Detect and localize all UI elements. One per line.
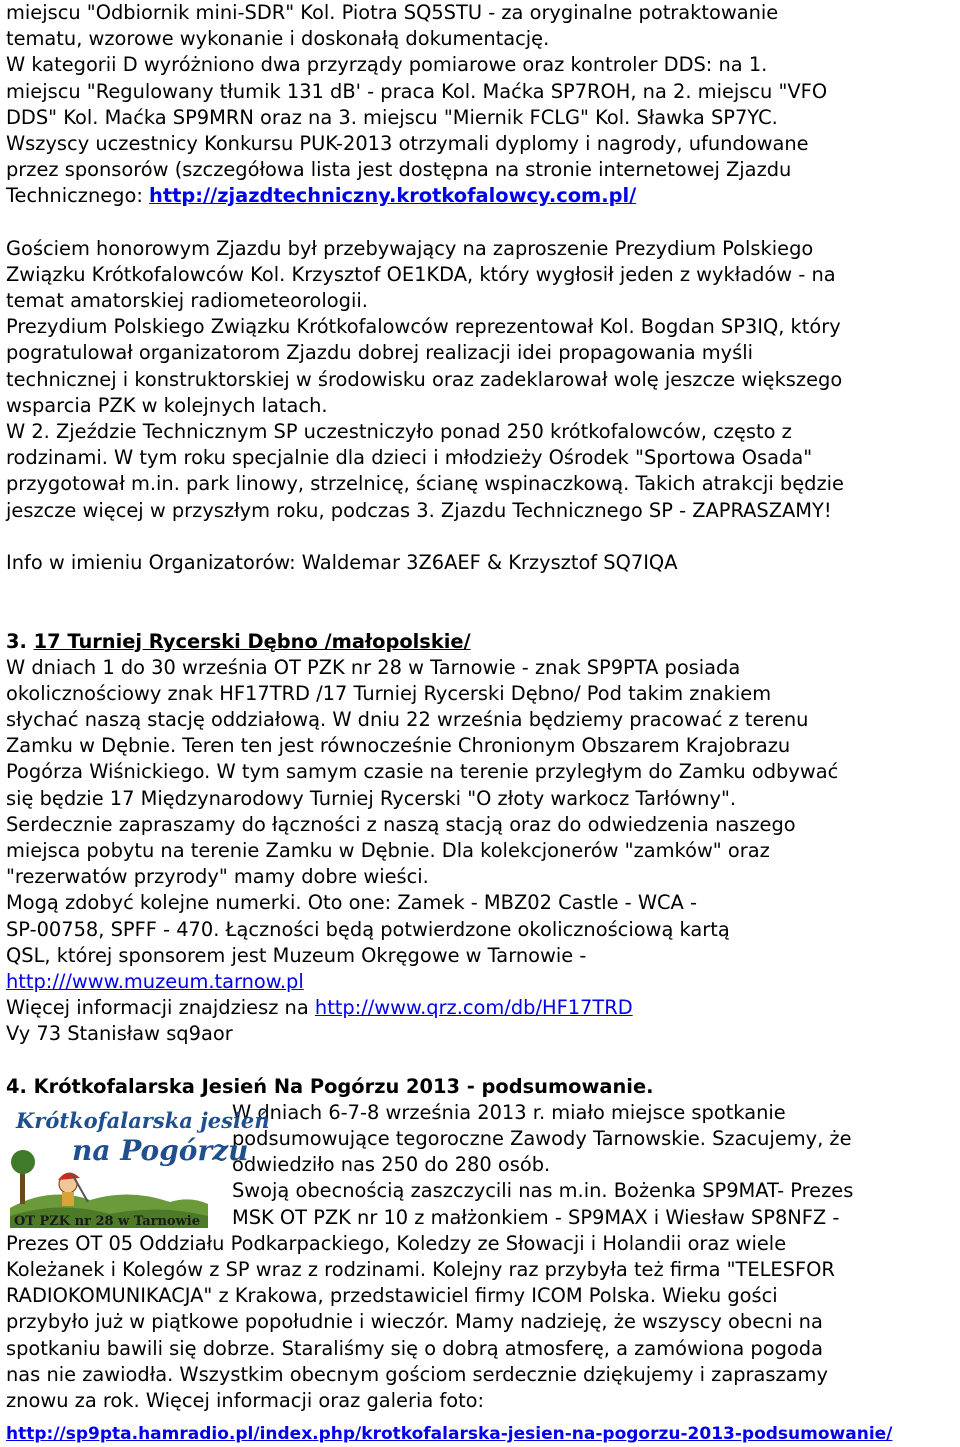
text-line: słychać naszą stację oddziałową. W dniu 22 września będziemy pracować z terenu	[6, 708, 809, 732]
text-line: odwiedziło nas 250 do 280 osób.	[232, 1153, 551, 1177]
text-line: się będzie 17 Międzynarodowy Turniej Rycerski "O złoty warkocz Tarłówny".	[6, 786, 737, 810]
gallery-link-line	[6, 1424, 892, 1444]
text-line: QSL, której sponsorem jest Muzeum Okręgowe w Tarnowie -	[6, 943, 587, 967]
text-line: RADIOKOMUNIKACJA" z Krakowa, przedstawiciel firmy ICOM Polska. Wieku gości	[6, 1284, 778, 1308]
text-line: MSK OT PZK nr 10 z małżonkiem - SP9MAX i Wiesław SP8NFZ -	[232, 1205, 840, 1229]
text-line: Zamku w Dębnie. Teren ten jest równocześnie Chronionym Obszarem Krajobrazu	[6, 734, 791, 758]
text-line: Koleżanek i Kolegów z SP wraz z rodzinami. Kolejny raz przybyła też firma "TELESFOR	[6, 1258, 835, 1282]
text-line: pogratulował organizatorom Zjazdu dobrej realizacji idei propagowania myśli	[6, 341, 754, 365]
text-line: tematu, wzorowe wykonanie i doskonałą dokumentację.	[6, 27, 550, 51]
text-line: W kategorii D wyróżniono dwa przyrządy pomiarowe oraz kontroler DDS: na 1.	[6, 53, 768, 77]
text-line	[6, 995, 956, 1021]
section-heading: 4. Krótkofalarska Jesień Na Pogórzu 2013 - podsumowanie.	[6, 1074, 654, 1098]
section-heading	[6, 629, 956, 655]
logo-title-line1: Krótkofalarska jesień	[16, 1108, 270, 1133]
text-line: Pogórza Wiśnickiego. W tym samym czasie na terenie przyległym do Zamku odbywać	[6, 760, 839, 784]
spacer	[6, 524, 956, 550]
text-line: jeszcze więcej w przyszłym roku, podczas 3. Zjazdu Technicznego SP - ZAPRASZAMY!	[6, 498, 832, 522]
section-number: 3.	[6, 629, 34, 653]
text-line: Gościem honorowym Zjazdu był przebywający na zaproszenie Prezydium Polskiego	[6, 236, 814, 260]
spacer	[6, 210, 956, 236]
text-line: technicznej i konstruktorskiej w środowisku oraz zadeklarował wolę jeszcze większego	[6, 367, 843, 391]
text-line: miejsca pobytu na terenie Zamku w Dębnie. Dla kolekcjonerów "zamków" oraz	[6, 839, 770, 863]
text-line: Prezydium Polskiego Związku Krótkofalowców reprezentował Kol. Bogdan SP3IQ, który	[6, 315, 841, 339]
text-line: spotkaniu bawili się dobrze. Staraliśmy się o dobrą atmosferę, a zamówiona pogoda	[6, 1336, 823, 1360]
spacer	[6, 1048, 956, 1074]
text-line: Mogą zdobyć kolejne numerki. Oto one: Zamek - MBZ02 Castle - WCA -	[6, 891, 697, 915]
text-line: okolicznościowy znak HF17TRD /17 Turniej Rycerski Dębno/ Pod takim znakiem	[6, 681, 772, 705]
text-line: przybyło już w piątkowe popołudnie i wieczór. Mamy nadzieję, że wszyscy obecni na	[6, 1310, 823, 1334]
text-fragment: Technicznego:	[6, 184, 150, 208]
text-line: "rezerwatów przyrody" mamy dobre wieści.	[6, 865, 429, 889]
text-line: przygotował m.in. park linowy, strzelnicę, ścianę wspinaczkową. Takich atrakcji będzie	[6, 472, 844, 496]
text-line: nas nie zawiodła. Wszystkim obecnym gościom serdecznie dziękujemy i zapraszamy	[6, 1362, 828, 1386]
text-line: znowu za rok. Więcej informacji oraz galeria foto:	[6, 1388, 485, 1412]
text-line: rodzinami. W tym roku specjalnie dla dzieci i młodzieży Ośrodek "Sportowa Osada"	[6, 446, 813, 470]
museum-link[interactable]: http:///www.muzeum.tarnow.pl	[6, 969, 304, 993]
spacer	[6, 576, 956, 628]
text-line	[6, 183, 956, 209]
gallery-link[interactable]: http://sp9pta.hamradio.pl/index.php/krotkofalarska-jesien-na-pogorzu-2013-podsumowanie/	[6, 1424, 893, 1444]
text-line: Vy 73 Stanisław sq9aor	[6, 1022, 233, 1046]
text-line: SP-00758, SPFF - 470. Łączności będą potwierdzone okolicznościową kartą	[6, 917, 730, 941]
text-line: temat amatorskiej radiometeorologii.	[6, 289, 368, 313]
text-line: Wszyscy uczestnicy Konkursu PUK-2013 otrzymali dyplomy i nagrody, ufundowane	[6, 131, 809, 155]
zjazd-technical-link[interactable]: http://zjazdtechniczny.krotkofalowcy.com.pl/	[149, 184, 637, 208]
text-line: Swoją obecnością zaszczycili nas m.in. Bożenka SP9MAT- Prezes	[232, 1179, 854, 1203]
event-logo	[10, 1104, 270, 1229]
text-line: wsparcia PZK w kolejnych latach.	[6, 393, 328, 417]
section-title: 17 Turniej Rycerski Dębno /małopolskie/	[33, 629, 471, 653]
text-line: W dniach 1 do 30 września OT PZK nr 28 w Tarnowie - znak SP9PTA posiada	[6, 655, 741, 679]
text-fragment: Więcej informacji znajdziesz na	[6, 996, 315, 1020]
text-line: miejscu "Regulowany tłumik 131 dB' - praca Kol. Maćka SP7ROH, na 2. miejscu "VFO	[6, 79, 828, 103]
text-line: Związku Krótkofalowców Kol. Krzysztof OE1KDA, który wygłosił jeden z wykładów - na	[6, 262, 836, 286]
text-line: W 2. Zjeździe Technicznym SP uczestniczyło ponad 250 krótkofalowców, często z	[6, 420, 792, 443]
text-line: DDS" Kol. Maćka SP9MRN oraz na 3. miejscu "Miernik FCLG" Kol. Sławka SP7YC.	[6, 105, 778, 129]
text-line: Prezes OT 05 Oddziału Podkarpackiego, Koledzy ze Słowacji i Holandii oraz wiele	[6, 1231, 787, 1255]
event-logo-graphic	[10, 1104, 270, 1229]
logo-title-line2: na Pogórzu	[72, 1134, 249, 1167]
text-line	[6, 969, 956, 995]
organizers-signature: Info w imieniu Organizatorów: Waldemar 3Z6AEF & Krzysztof SQ7IQA	[6, 550, 678, 574]
text-line: przez sponsorów (szczegółowa lista jest dostępna na stronie internetowej Zjazdu	[6, 158, 792, 182]
logo-caption: OT PZK nr 28 w Tarnowie	[14, 1214, 200, 1229]
text-line: miejscu "Odbiornik mini-SDR" Kol. Piotra SQ5STU - za oryginalne potraktowanie	[6, 1, 779, 24]
text-line: W dniach 6-7-8 września 2013 r. miało miejsce spotkanie	[232, 1100, 786, 1124]
text-line: podsumowujące tegoroczne Zawody Tarnowskie. Szacujemy, że	[232, 1127, 852, 1151]
text-line: Serdecznie zapraszamy do łączności z naszą stacją oraz do odwiedzenia naszego	[6, 812, 796, 836]
qrz-link[interactable]: http://www.qrz.com/db/HF17TRD	[314, 996, 633, 1020]
